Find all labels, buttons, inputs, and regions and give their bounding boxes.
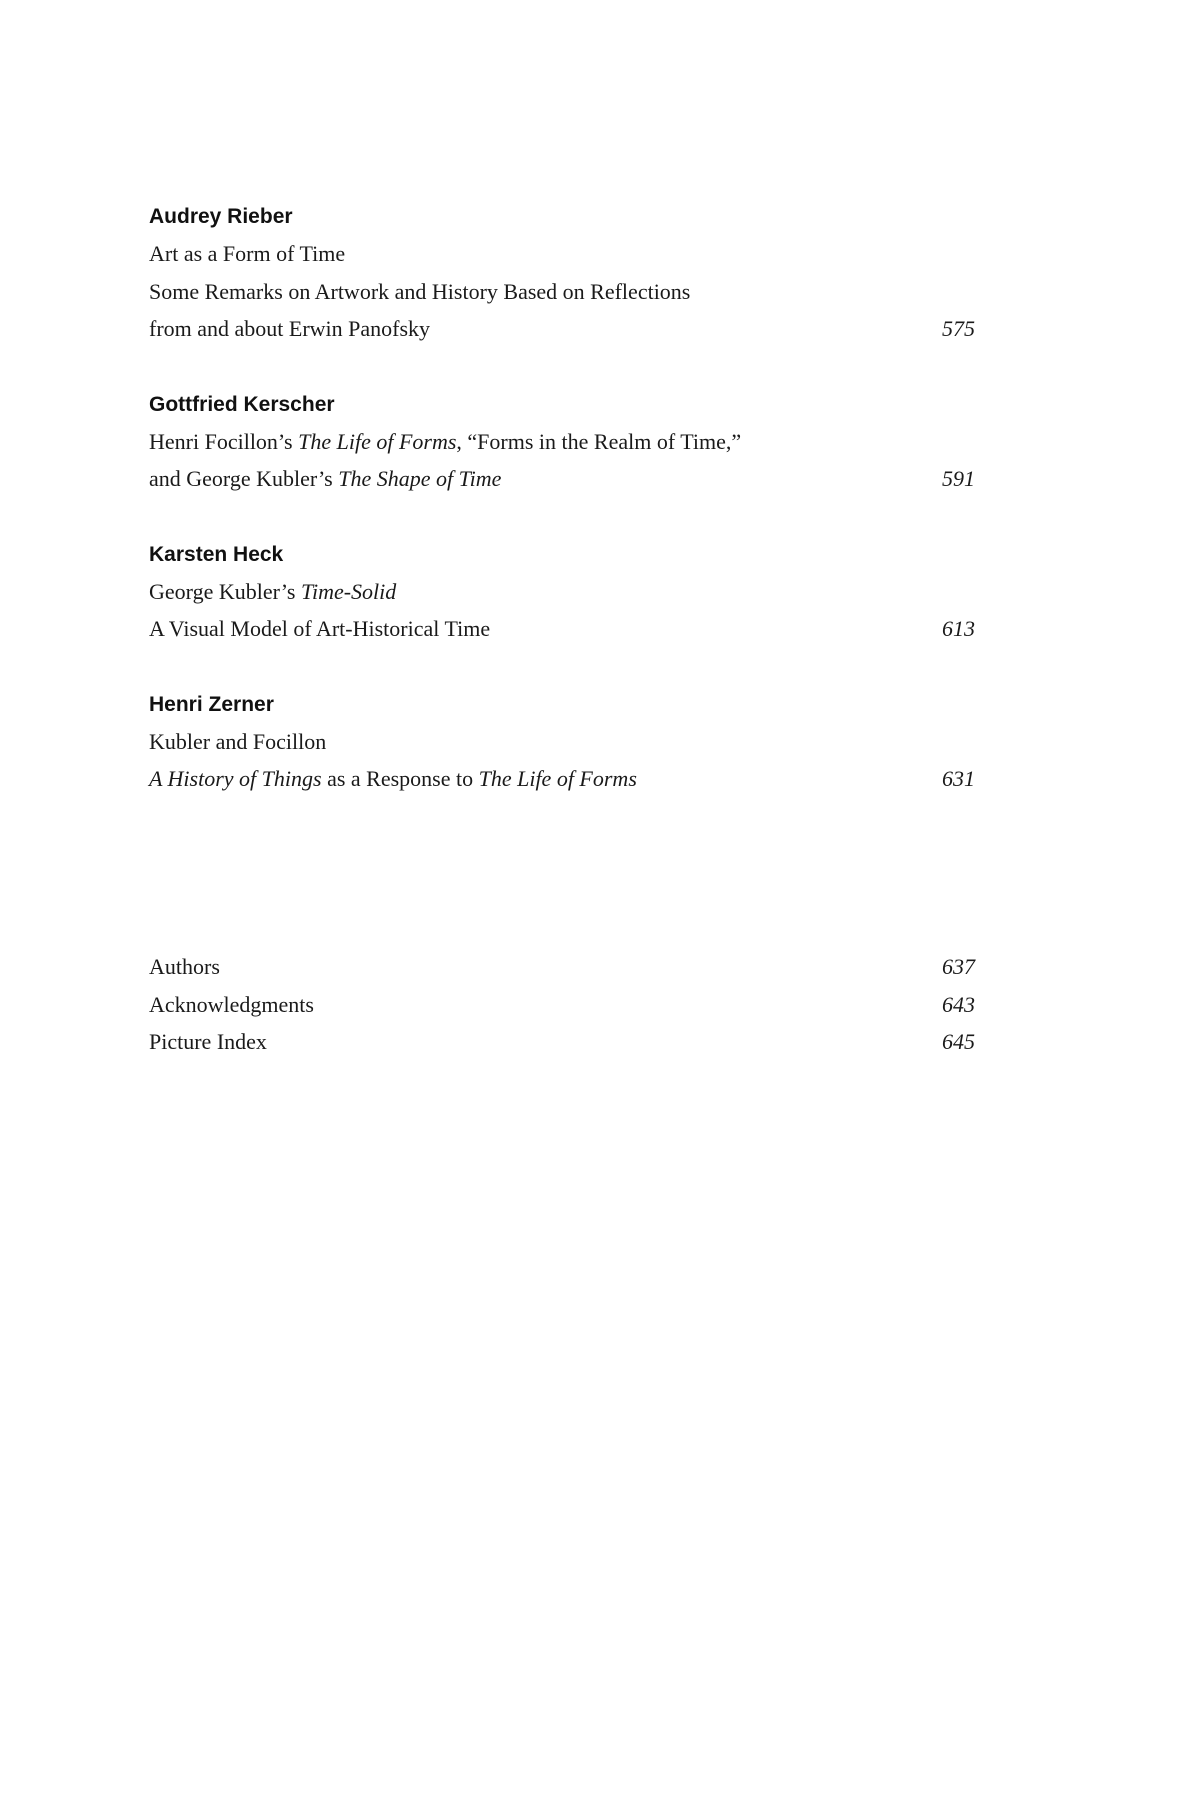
- page-number: 575: [942, 316, 975, 341]
- back-matter-label: Authors: [149, 954, 220, 979]
- italic-title-segment: The Shape of Time: [338, 466, 502, 491]
- back-matter-label: Acknowledgments: [149, 991, 314, 1017]
- entry-title-text: [149, 723, 326, 761]
- toc-entry: [149, 386, 975, 498]
- entry-author: Karsten Heck: [149, 542, 284, 566]
- entry-title-text: [149, 310, 430, 348]
- page-number: 631: [942, 766, 975, 791]
- entry-title-line: [149, 723, 975, 761]
- entry-title-line: [149, 760, 975, 798]
- back-matter-item: [149, 948, 975, 986]
- entry-title-text: [149, 460, 501, 498]
- back-matter-item: [149, 1023, 975, 1061]
- table-of-contents: [149, 198, 975, 836]
- entry-title-text: [149, 573, 396, 611]
- entry-title-line: [149, 423, 975, 461]
- entry-title-text: [149, 760, 637, 798]
- title-segment: and George Kubler’s: [149, 466, 339, 491]
- title-segment: as a Response to: [321, 766, 479, 791]
- entry-author: Henri Zerner: [149, 692, 274, 716]
- back-matter-label: Picture Index: [149, 1029, 267, 1054]
- toc-entry: [149, 686, 975, 798]
- page-number: 613: [942, 616, 975, 641]
- back-matter-entries: [149, 948, 975, 1061]
- title-segment: , “Forms in the Realm of Time,”: [456, 428, 742, 454]
- toc-entry: [149, 198, 975, 348]
- toc-entries: [149, 198, 975, 798]
- entry-title-line: [149, 235, 975, 273]
- entry-title-line: [149, 310, 975, 348]
- page-number: 637: [942, 954, 975, 979]
- page-number: 645: [942, 1029, 975, 1054]
- entry-title-text: [149, 423, 741, 461]
- entry-title-line: [149, 273, 975, 311]
- italic-title-segment: A History of Things: [149, 766, 322, 791]
- entry-title-text: [149, 273, 690, 311]
- entry-title-line: [149, 573, 975, 611]
- entry-title-text: [149, 235, 345, 273]
- entry-author: Audrey Rieber: [149, 205, 293, 228]
- title-segment: Kubler and Focillon: [149, 728, 327, 754]
- title-segment: George Kubler’s: [149, 578, 301, 604]
- title-segment: Art as a Form of Time: [149, 241, 346, 266]
- title-segment: Some Remarks on Artwork and History Based on Reflections: [149, 278, 691, 304]
- title-segment: Henri Focillon’s: [149, 428, 299, 454]
- entry-author: Gottfried Kerscher: [149, 392, 335, 416]
- toc-entry: [149, 536, 975, 648]
- back-matter-list: [149, 948, 975, 1061]
- title-segment: from and about Erwin Panofsky: [149, 316, 431, 341]
- entry-title-text: [149, 610, 490, 648]
- back-matter-item: [149, 986, 975, 1024]
- italic-title-segment: Time-Solid: [300, 578, 397, 604]
- page-number: 643: [942, 991, 975, 1017]
- page-number: 591: [942, 466, 975, 491]
- entry-title-line: [149, 610, 975, 648]
- italic-title-segment: The Life of Forms: [478, 766, 637, 791]
- title-segment: A Visual Model of Art-Historical Time: [149, 616, 491, 641]
- italic-title-segment: The Life of Forms: [298, 428, 457, 454]
- entry-title-line: [149, 460, 975, 498]
